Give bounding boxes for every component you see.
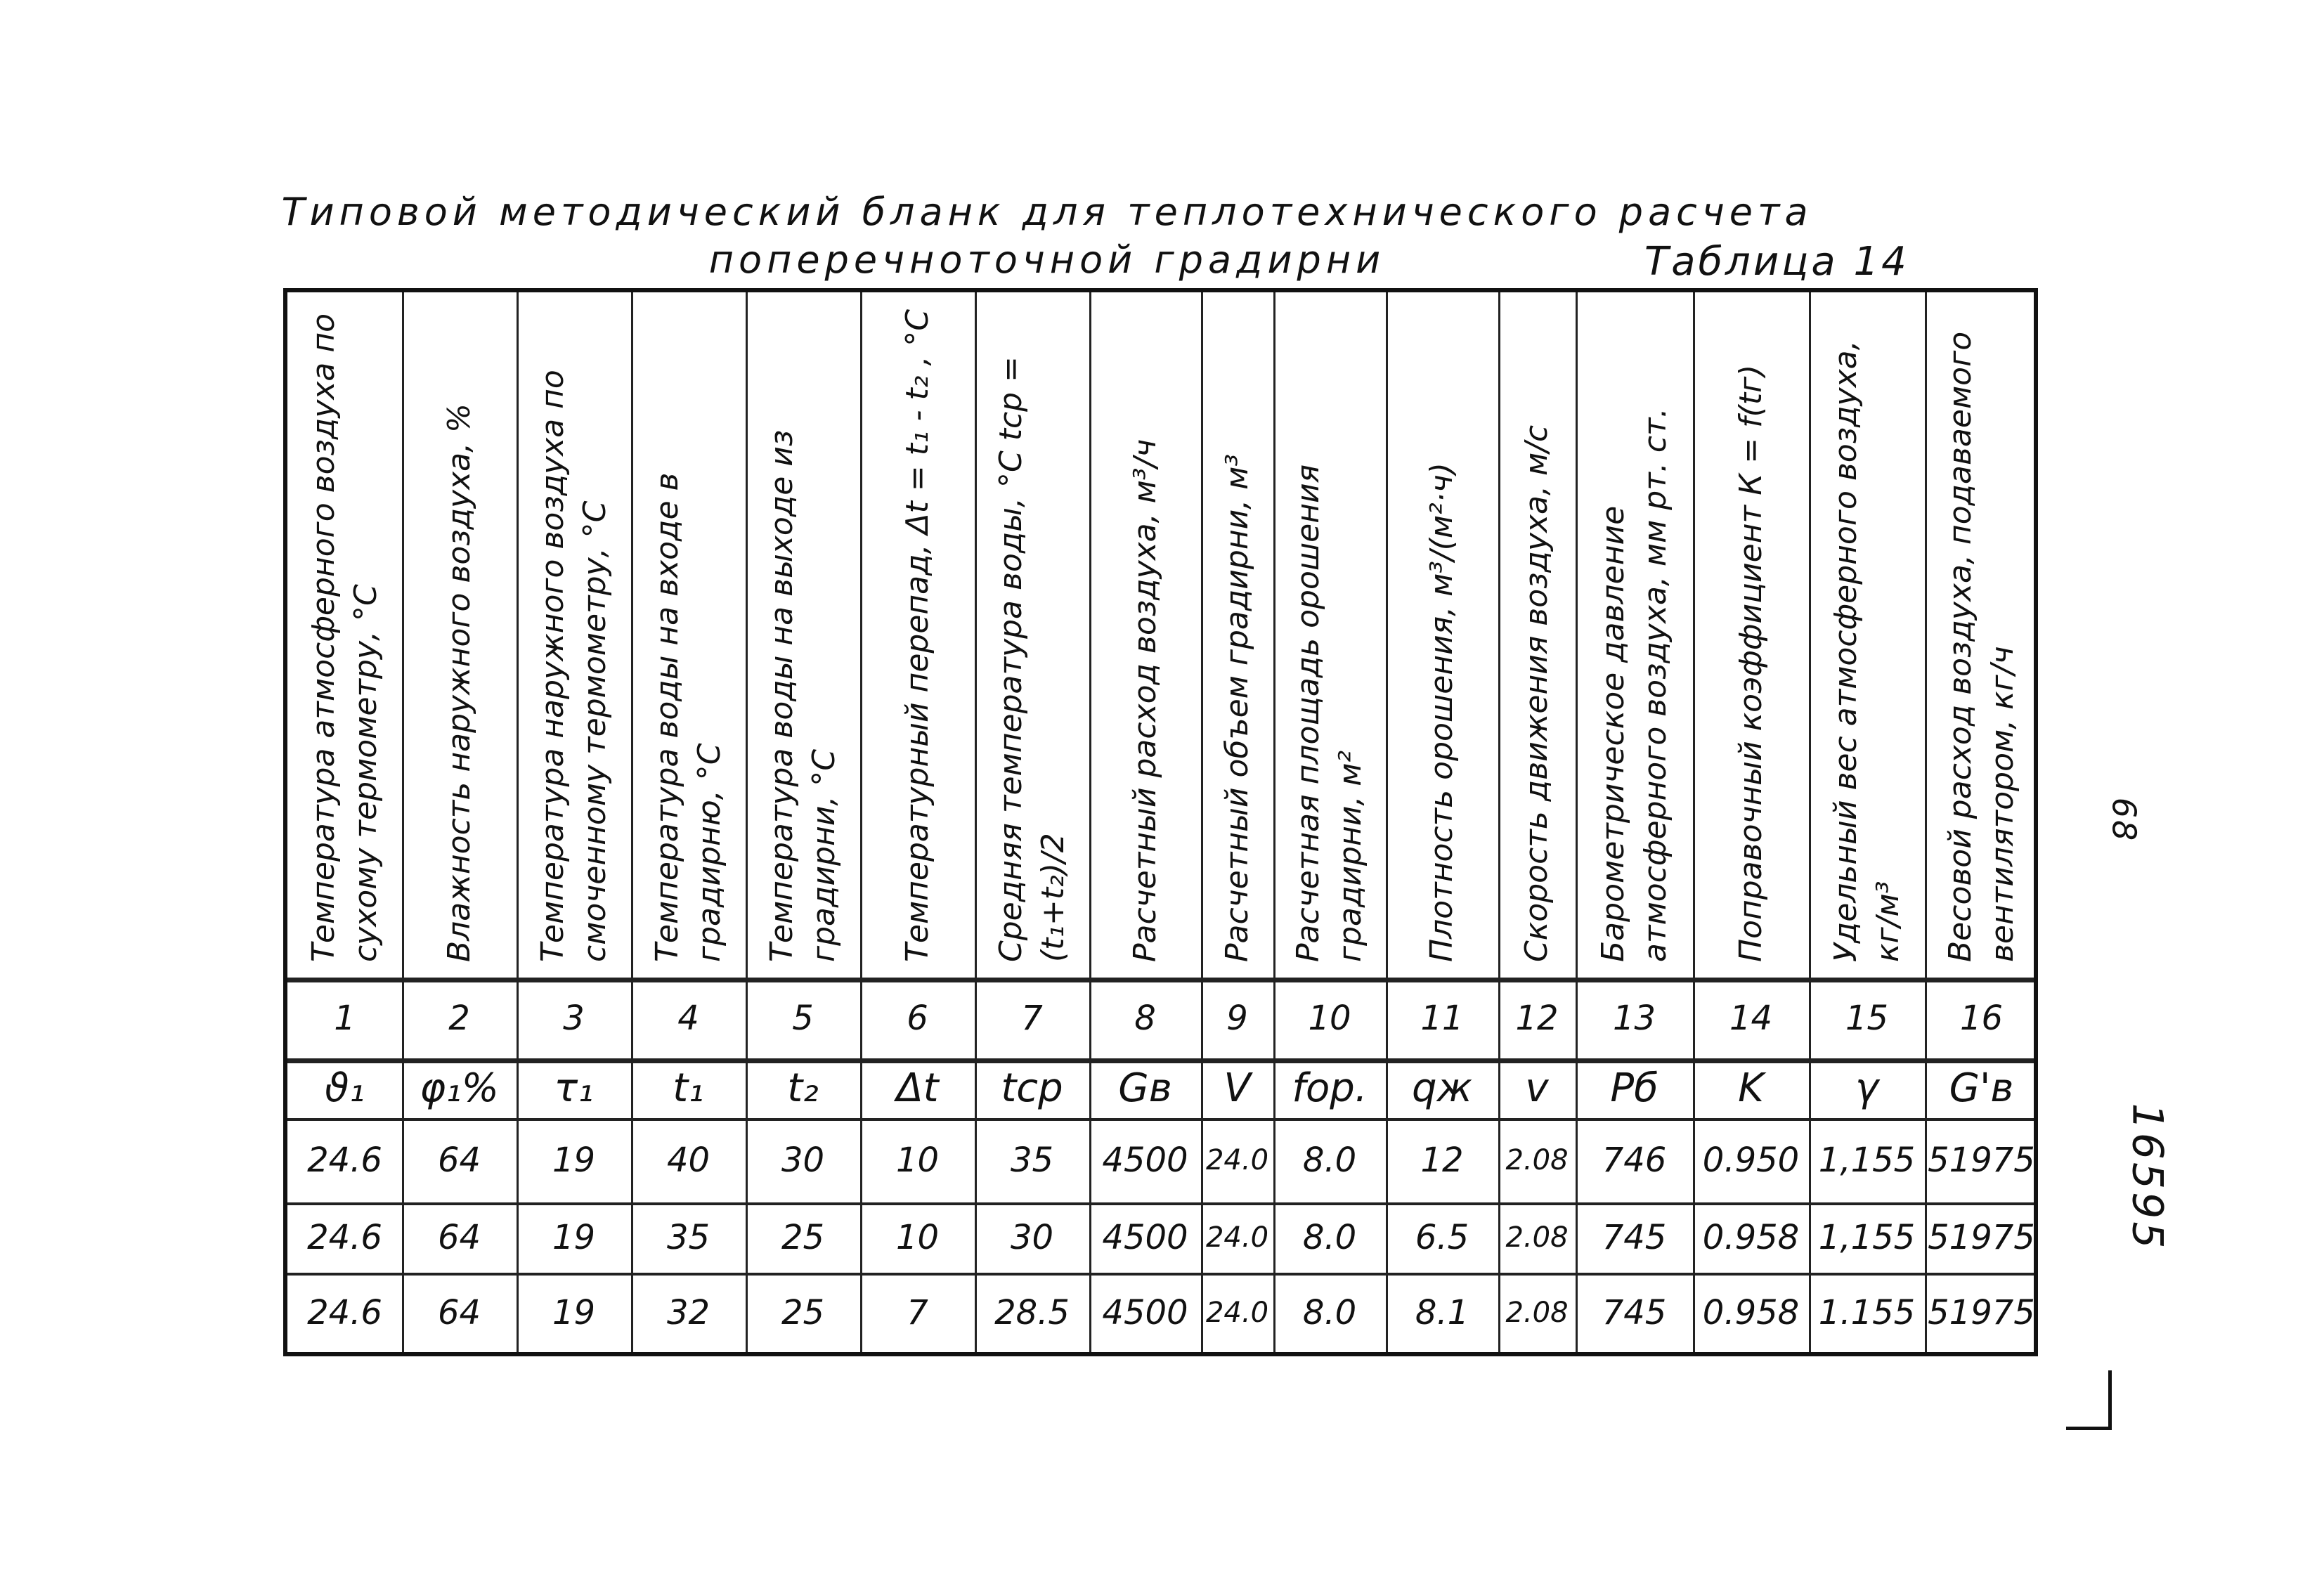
table-cell: 1,155 (1818, 1218, 1916, 1257)
column-symbol: qж (1412, 1065, 1472, 1111)
column-symbol: t₂ (787, 1065, 819, 1111)
column-header-cell (1273, 292, 1386, 978)
column-number: 3 (563, 998, 585, 1038)
column-header: Температура атмосферного воздуха по сухому термометру, °С (305, 313, 384, 962)
table-cell: 19 (552, 1141, 596, 1180)
column-number: 4 (677, 998, 699, 1038)
table-cell: 7 (907, 1292, 928, 1332)
column-number: 12 (1515, 998, 1559, 1038)
table-cell: 0.958 (1702, 1218, 1800, 1257)
column-header-cell (631, 292, 746, 978)
title-line-1: Типовой методический бланк для теплотехнического расчета (281, 190, 1813, 234)
column-symbol: Pб (1610, 1065, 1658, 1111)
table-cell: 8.0 (1302, 1141, 1357, 1180)
column-symbol: γ (1855, 1065, 1879, 1111)
column-number: 5 (792, 998, 814, 1038)
document-title (267, 188, 1827, 284)
column-symbol: ϑ₁ (324, 1065, 365, 1111)
table-cell: 19 (552, 1218, 596, 1257)
table-cell: 6.5 (1415, 1218, 1469, 1257)
column-header: Плотность орошения, м³/(м²·ч) (1424, 462, 1460, 962)
table-cell: 2.08 (1505, 1221, 1569, 1254)
table-cell: 12 (1420, 1141, 1464, 1180)
table-cell: 64 (437, 1141, 481, 1180)
column-symbol: t₁ (673, 1065, 704, 1111)
table-cell: 10 (895, 1218, 940, 1257)
table-cell: 10 (895, 1141, 940, 1180)
table-cell: 2.08 (1505, 1144, 1569, 1176)
table-cell: 24.0 (1205, 1296, 1269, 1329)
column-symbol: Δt (896, 1065, 939, 1111)
title-line-2: поперечноточной градирни (708, 238, 1386, 282)
column-header-cell (1386, 292, 1498, 978)
column-header: Средняя температура воды, °С tср = (t₁+t₂)/2 (992, 356, 1071, 962)
column-header-cell (402, 292, 517, 978)
column-number: 7 (1021, 998, 1043, 1038)
table-cell: 51975 (1928, 1292, 2035, 1332)
table-cell: 30 (781, 1141, 825, 1180)
column-header: Поправочный коэффициент К = f(tг) (1732, 364, 1769, 962)
table-cell: 1,155 (1818, 1141, 1916, 1180)
table-cell: 51975 (1928, 1141, 2035, 1180)
column-header-cell (1089, 292, 1201, 978)
column-header-cell (746, 292, 860, 978)
column-symbol: K (1738, 1065, 1764, 1111)
column-header-cell (1693, 292, 1809, 978)
table-cell: 8.1 (1415, 1292, 1469, 1332)
table-cell: 24.6 (307, 1141, 382, 1180)
table-cell: 19 (552, 1292, 596, 1332)
column-symbol: v (1525, 1065, 1549, 1111)
table-cell: 25 (781, 1218, 825, 1257)
column-header-cell (287, 292, 402, 978)
column-symbol: φ₁% (420, 1065, 499, 1111)
table-cell: 0.950 (1702, 1141, 1800, 1180)
column-header-cell (1925, 292, 2038, 978)
column-number: 14 (1729, 998, 1773, 1038)
column-header: Расчетная площадь орошения градирни, м² (1290, 464, 1368, 962)
page-number: 68 (2105, 797, 2143, 843)
table-cell: 0.958 (1702, 1292, 1800, 1332)
column-symbol: V (1223, 1065, 1251, 1111)
table-cell: 746 (1602, 1141, 1667, 1180)
table-cell: 30 (1010, 1218, 1054, 1257)
column-number: 16 (1959, 998, 2004, 1038)
column-number: 1 (334, 998, 356, 1038)
column-number: 9 (1226, 998, 1248, 1038)
table-cell: 28.5 (994, 1292, 1070, 1332)
column-header-cell (517, 292, 631, 978)
table-cell: 2.08 (1505, 1296, 1569, 1329)
column-header: Расчетный объем градирни, м³ (1219, 453, 1255, 962)
table-cell: 35 (1010, 1141, 1054, 1180)
column-header: Весовой расход воздуха, подаваемого вентилятором, кг/ч (1942, 331, 2020, 962)
table-cell: 4500 (1102, 1292, 1188, 1332)
table-label: Таблица 14 (1644, 239, 1909, 285)
column-number: 2 (448, 998, 470, 1038)
column-header: Влажность наружного воздуха, % (441, 403, 477, 962)
corner-mark (2066, 1370, 2112, 1430)
table-cell: 64 (437, 1292, 481, 1332)
column-header: Скорость движения воздуха, м/с (1519, 424, 1554, 962)
column-number: 8 (1134, 998, 1156, 1038)
column-symbol: G'в (1949, 1065, 2014, 1111)
column-header: Температура воды на выходе из градирни, °С (763, 429, 842, 962)
table-cell: 35 (666, 1218, 710, 1257)
column-symbol: τ₁ (554, 1065, 594, 1111)
column-header: Барометрическое давление атмосферного воздуха, мм рт. ст. (1595, 407, 1673, 962)
column-symbol: tср (1001, 1065, 1063, 1111)
table-cell: 24.6 (307, 1292, 382, 1332)
table-cell: 32 (666, 1292, 710, 1332)
table-cell: 4500 (1102, 1218, 1188, 1257)
column-header-cell (975, 292, 1089, 978)
table-cell: 745 (1602, 1218, 1667, 1257)
column-header: Температурный перепад, Δt = t₁ - t₂ , °С (899, 309, 935, 962)
table-cell: 24.0 (1205, 1144, 1269, 1176)
column-header: Расчетный расход воздуха, м³/ч (1127, 439, 1163, 962)
column-header: Температура воды на входе в градирню, °С (649, 472, 727, 962)
column-symbol: fор. (1292, 1065, 1368, 1111)
document-number: 16595 (2122, 1103, 2172, 1252)
column-header-cell (860, 292, 975, 978)
table-cell: 1.155 (1818, 1292, 1916, 1332)
column-number: 15 (1845, 998, 1889, 1038)
column-header-cell (1576, 292, 1693, 978)
column-symbol: Gв (1118, 1065, 1172, 1111)
table-cell: 24.6 (307, 1218, 382, 1257)
column-number: 11 (1420, 998, 1464, 1038)
column-header-cell (1498, 292, 1576, 978)
table-cell: 8.0 (1302, 1292, 1357, 1332)
column-number: 13 (1612, 998, 1656, 1038)
table-cell: 25 (781, 1292, 825, 1332)
table-cell: 745 (1602, 1292, 1667, 1332)
column-header: Температура наружного воздуха по смоченному термометру, °С (534, 369, 613, 962)
column-number: 6 (907, 998, 928, 1038)
column-header-cell (1809, 292, 1925, 978)
column-header-cell (1201, 292, 1273, 978)
table-cell: 8.0 (1302, 1218, 1357, 1257)
table-cell: 4500 (1102, 1141, 1188, 1180)
table-cell: 64 (437, 1218, 481, 1257)
column-number: 10 (1308, 998, 1351, 1038)
calculation-table (283, 288, 2038, 1356)
table-cell: 24.0 (1205, 1221, 1269, 1254)
table-cell: 40 (666, 1141, 710, 1180)
table-cell: 51975 (1928, 1218, 2035, 1257)
column-header: Удельный вес атмосферного воздуха, кг/м³ (1827, 339, 1906, 962)
